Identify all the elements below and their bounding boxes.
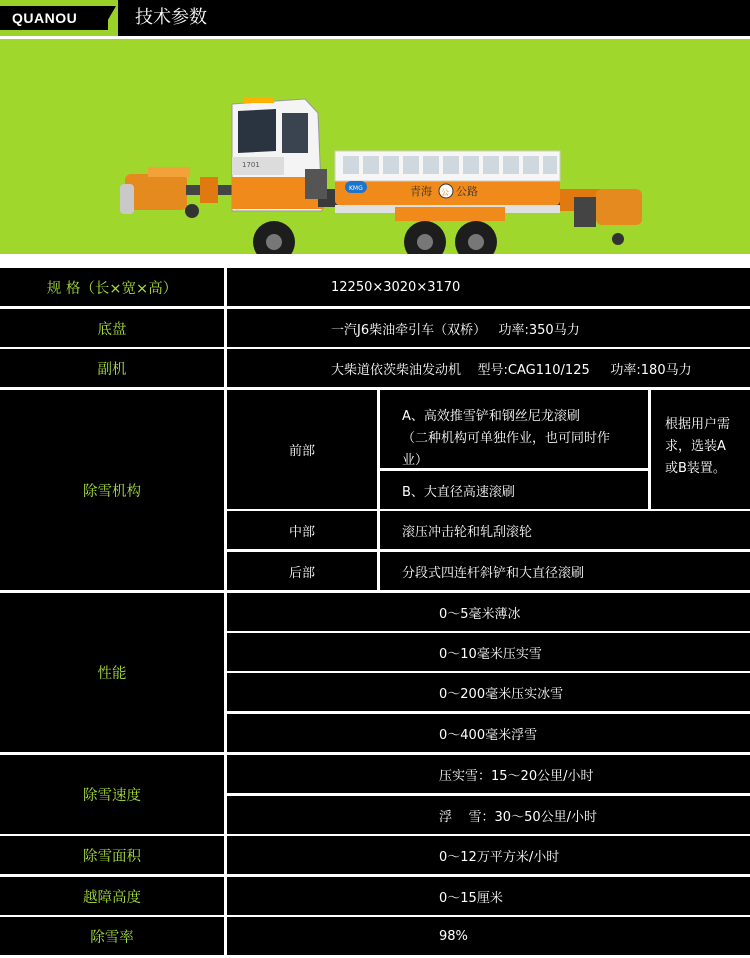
value-obstacle: 0～15厘米 [227,877,750,915]
brand-notch [102,6,116,30]
label-aux-engine: 副机 [0,349,224,387]
label-front: 前部 [227,390,377,509]
performance-item: 0～200毫米压实冰雪 [227,673,750,711]
spec-table [0,268,750,958]
value-area: 0～12万平方米/小时 [227,836,750,874]
performance-item: 0～400毫米浮雪 [227,714,750,752]
page-title: 技术参数 [135,7,207,28]
front-option-a [380,390,648,468]
label-rear: 后部 [227,552,377,590]
speed-item: 压实雪：15～20公里/小时 [227,755,750,793]
front-option-a-line1: A、高效推雪铲和钢丝尼龙滚刷 [402,409,580,424]
performance-item: 0～5毫米薄冰 [227,593,750,631]
label-size: 规 格（长×宽×高） [0,268,224,306]
tank-text-2: 公路 [456,185,478,198]
label-speed: 除雪速度 [0,755,224,834]
label-obstacle: 越障高度 [0,877,224,915]
front-note: 根据用户需求，选装A或B装置。 [651,390,750,509]
brand-name: QUANOU [0,6,108,30]
front-option-b: B、大直径高速滚刷 [380,471,648,509]
label-mechanism: 除雪机构 [0,390,224,590]
label-chassis: 底盘 [0,309,224,347]
header-bar [0,0,750,36]
tank-emblem: 公 [441,188,449,197]
value-middle: 滚压冲击轮和轧刮滚轮 [380,511,750,549]
value-size: 12250×3020×3170 [227,268,750,306]
value-aux-engine: 大柴道依茨柴油发动机 型号:CAG110/125 功率:180马力 [227,349,750,387]
value-rate: 98% [227,917,750,955]
front-option-a-line2: （二种机构可单独作业，也可同时作业） [402,431,611,468]
tank-text: 青海 [410,185,432,198]
speed-item: 浮 雪：30～50公里/小时 [227,796,750,834]
cab-code: 1701 [242,161,260,169]
performance-item: 0～10毫米压实雪 [227,633,750,671]
label-middle: 中部 [227,511,377,549]
value-chassis: 一汽J6柴油牵引车（双桥） 功率:350马力 [227,309,750,347]
truck-hero-image [0,39,750,254]
value-rear: 分段式四连杆斜铲和大直径滚刷 [380,552,750,590]
tank-badge: KMG [349,185,363,192]
label-rate: 除雪率 [0,917,224,955]
snowplow-truck-illustration [0,39,750,254]
label-performance: 性能 [0,593,224,752]
label-area: 除雪面积 [0,836,224,874]
